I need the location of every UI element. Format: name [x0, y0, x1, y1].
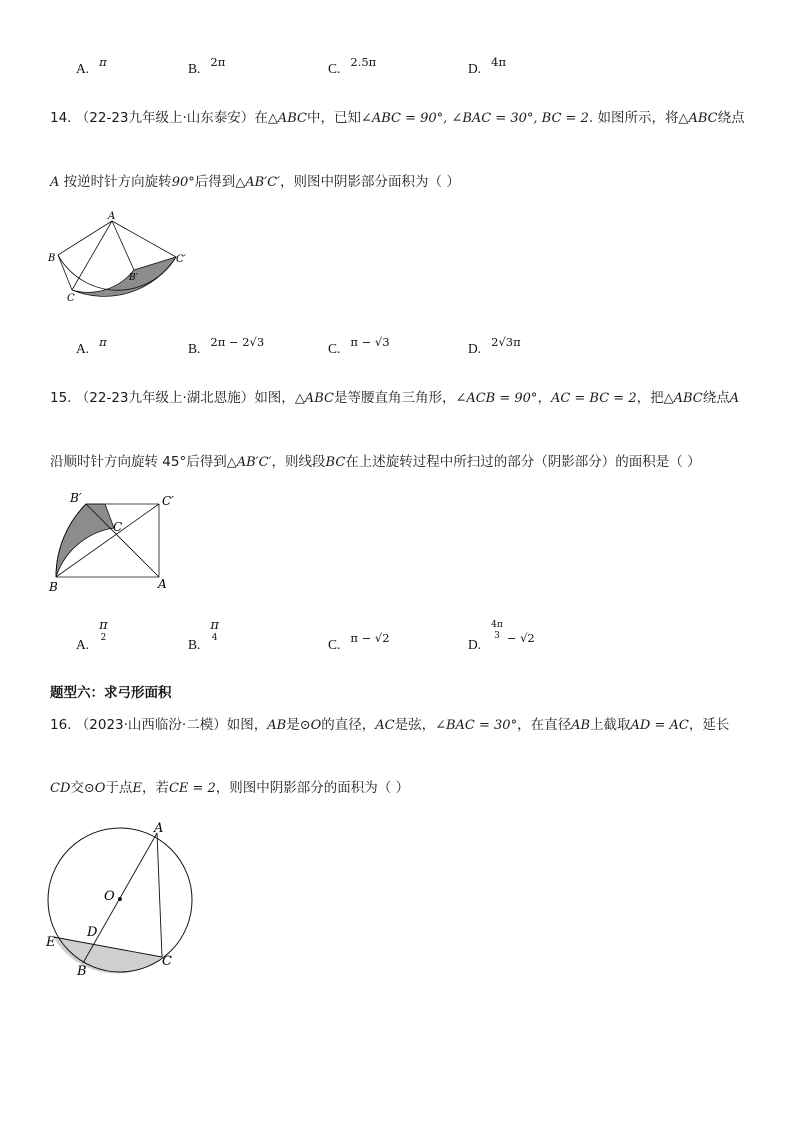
- q15-shaded-region: [56, 504, 114, 577]
- option-value-tail: − √2: [506, 631, 535, 645]
- option-letter: C.: [328, 341, 341, 356]
- label-e: E: [46, 935, 56, 950]
- label-b-prime: B′: [129, 273, 138, 283]
- question-number: 15.: [50, 390, 72, 406]
- text: 的直径，: [321, 717, 376, 733]
- label-b-prime: B′: [70, 491, 82, 505]
- option-letter: D.: [468, 341, 482, 356]
- q14-line-1: [50, 106, 745, 126]
- label-a: A: [108, 211, 116, 222]
- option-letter: B.: [188, 637, 201, 652]
- math: AC: [375, 718, 395, 733]
- q16-figure: [40, 815, 200, 985]
- question-number: 16.: [50, 717, 72, 733]
- fraction: [491, 620, 503, 642]
- option-letter: B.: [188, 61, 201, 76]
- math: ⊙O: [299, 718, 322, 733]
- text: 上截取: [590, 717, 631, 733]
- q14-figure: [40, 205, 200, 305]
- label-b: B: [77, 964, 87, 979]
- text: 是等腰直角三角形，: [333, 390, 456, 406]
- q14-segment-ac: [72, 221, 112, 290]
- text: 沿顺时针方向旋转 45°后得到: [50, 454, 227, 470]
- text: 绕点: [702, 390, 730, 406]
- option-value: π: [99, 55, 107, 69]
- math: A: [50, 175, 60, 190]
- math: △ABC: [678, 111, 718, 126]
- text: ，若: [141, 780, 169, 796]
- q16-shaded-segment: [54, 937, 163, 973]
- option-letter: A.: [76, 61, 90, 76]
- text: ，把: [636, 390, 664, 406]
- option-value: 2π: [210, 55, 226, 69]
- math: △ABC: [663, 391, 703, 406]
- math: △AB′C′: [226, 455, 272, 470]
- option-value: 2π − 2√3: [210, 335, 265, 349]
- q16-line-1: [50, 713, 729, 733]
- option-letter: B.: [188, 341, 201, 356]
- q13-option-d[interactable]: [468, 55, 506, 77]
- math: ∠ABC = 90°, ∠BAC = 30°, BC = 2: [360, 111, 589, 126]
- math: BC: [325, 455, 346, 470]
- option-letter: A.: [76, 341, 90, 356]
- text: ，延长: [688, 717, 730, 733]
- math: CE = 2: [168, 781, 216, 796]
- option-value: 4π: [491, 55, 506, 69]
- option-value: 2.5π: [350, 55, 377, 69]
- question-source: （22-23九年级上·湖北恩施）: [75, 390, 255, 406]
- math: AB: [267, 718, 287, 733]
- q13-option-a[interactable]: [76, 55, 107, 77]
- label-o: O: [104, 889, 115, 904]
- text: 如图，: [254, 390, 295, 406]
- q14-segment-bc: [58, 255, 72, 290]
- label-a: A: [158, 577, 167, 591]
- math: △ABC: [294, 391, 334, 406]
- q14-option-d[interactable]: [468, 335, 521, 357]
- math: AD = AC: [630, 718, 689, 733]
- q15-line-2: [50, 450, 701, 470]
- text: ，则图中阴影部分的面积为（ ）: [215, 780, 410, 796]
- q15-option-c[interactable]: [328, 631, 390, 653]
- text: . 如图所示，将: [588, 110, 679, 126]
- label-c-prime: C′: [162, 494, 174, 508]
- label-b: B: [48, 253, 56, 264]
- question-source: （22-23九年级上·山东泰安）: [75, 110, 255, 126]
- q13-option-b[interactable]: [188, 55, 226, 77]
- q16-chord-ac: [157, 833, 162, 957]
- numerator: π: [99, 618, 108, 633]
- q15-line-1: [50, 386, 739, 406]
- math: AB: [571, 718, 591, 733]
- text: 按逆时针方向旋转: [59, 174, 172, 190]
- option-value: π − √2: [350, 631, 390, 645]
- option-letter: D.: [468, 637, 482, 652]
- option-letter: D.: [468, 61, 482, 76]
- option-letter: A.: [76, 637, 90, 652]
- math: ⊙O: [83, 781, 106, 796]
- denominator: 2: [100, 633, 107, 643]
- option-value: 2√3π: [491, 335, 521, 349]
- math: △AB′C′: [235, 175, 281, 190]
- option-value: π: [99, 335, 107, 349]
- option-value: π − √3: [350, 335, 390, 349]
- q14-option-b[interactable]: [188, 335, 265, 357]
- text: 是弦，: [394, 717, 436, 733]
- numerator: π: [210, 618, 219, 633]
- text: ，则线段: [271, 454, 326, 470]
- text: 绕点: [717, 110, 745, 126]
- numerator: 4π: [491, 620, 503, 630]
- math: 90°: [171, 175, 195, 190]
- text: ，: [537, 390, 551, 406]
- q15-segment-b2a: [86, 504, 159, 577]
- q15-figure: [40, 488, 190, 598]
- text: 中，已知: [306, 110, 361, 126]
- question-number: 14.: [50, 110, 72, 126]
- fraction: [210, 620, 219, 644]
- q14-segment-ab2: [112, 221, 134, 270]
- label-c-prime: C′: [176, 254, 186, 265]
- math: E: [132, 781, 142, 796]
- text: 后得到: [194, 174, 236, 190]
- q14-line-2: [50, 170, 460, 190]
- q14-segment-ab: [58, 221, 112, 255]
- math: AC = BC = 2: [550, 391, 637, 406]
- denominator: 3: [494, 631, 500, 641]
- question-source: （2023·山西临汾·二模）: [75, 717, 227, 733]
- q15-option-a[interactable]: [76, 618, 108, 658]
- label-d: D: [87, 925, 98, 940]
- text: 如图，: [226, 717, 268, 733]
- label-c: C: [67, 293, 75, 304]
- text: 在: [254, 110, 268, 126]
- q14-segment-ac2: [112, 221, 176, 257]
- q16-line-2: [50, 776, 409, 796]
- q15-option-b[interactable]: [188, 618, 219, 658]
- option-letter: C.: [328, 637, 341, 652]
- label-c: C: [162, 954, 172, 969]
- math: CD: [50, 781, 71, 796]
- text: ，则图中阴影部分面积为（ ）: [280, 174, 460, 190]
- math: △ABC: [267, 111, 307, 126]
- denominator: 4: [211, 633, 218, 643]
- section-title: 题型六：求弓形面积: [50, 685, 172, 701]
- text: 于点: [105, 780, 133, 796]
- option-letter: C.: [328, 61, 341, 76]
- text: 是: [286, 717, 300, 733]
- q14-option-c[interactable]: [328, 335, 390, 357]
- text: 在上述旋转过程中所扫过的部分（阴影部分）的面积是（ ）: [345, 454, 701, 470]
- label-b: B: [49, 580, 58, 594]
- fraction: [99, 620, 108, 644]
- q14-option-a[interactable]: [76, 335, 107, 357]
- text: 交: [70, 780, 84, 796]
- math: ∠ACB = 90°: [455, 391, 538, 406]
- text: ，在直径: [517, 717, 572, 733]
- q16-center-dot: [118, 897, 122, 901]
- q13-option-c[interactable]: [328, 55, 377, 77]
- label-c: C: [113, 520, 123, 534]
- label-a: A: [154, 821, 164, 836]
- math: A: [729, 391, 740, 406]
- q15-option-d[interactable]: [468, 620, 535, 656]
- math: ∠BAC = 30°: [435, 718, 518, 733]
